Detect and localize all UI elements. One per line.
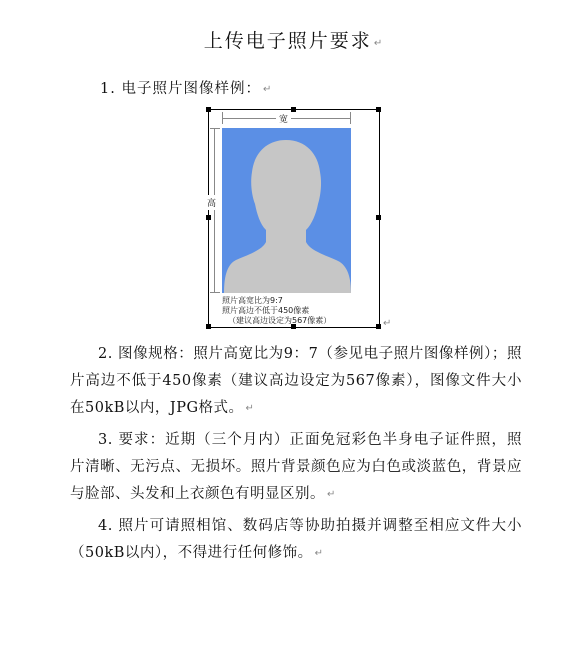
paragraph-mark-icon: ↵ [383,318,392,329]
resize-handle-middle-left[interactable] [206,215,211,220]
note-recommended-height: （建议高边设定为567像素） [228,316,332,325]
paragraph-mark-icon: ↵ [373,38,385,49]
resize-handle-top-left[interactable] [206,107,211,112]
note-min-height: 照片高边不低于450像素 [222,306,310,315]
paragraph-mark-icon: ↵ [327,489,336,500]
page-title: 上传电子照片要求 ↵ [203,30,385,52]
item-2-paragraph: 2. 图像规格：照片高宽比为9：7（参见电子照片图像样例）；照片高边不低于450像素（建议高边设定为567像素），图像文件大小在50kB以内，JPG格式。 ↵ [70,346,522,416]
note-ratio: 照片高宽比为9:7 [222,296,283,305]
resize-handle-bottom-left[interactable] [206,324,211,329]
resize-handle-top-right[interactable] [376,107,381,112]
item-1-heading: 1. 电子照片图像样例： ↵ [100,81,273,97]
height-dimension-tick [210,292,220,293]
photo-requirements-notes [222,296,331,326]
height-label: 高 [207,195,216,210]
sample-photo [222,128,351,293]
paragraph-mark-icon: ↵ [262,84,273,95]
paragraph-mark-icon: ↵ [314,548,324,559]
width-label: 宽 [276,112,291,125]
item-3-paragraph: 3. 要求：近期（三个月内）正面免冠彩色半身电子证件照，照片清晰、无污点、无损坏。照片背景颜色应为白色或淡蓝色，背景应与脸部、头发和上衣颜色有明显区别。 ↵ [70,432,522,502]
item-4-paragraph: 4. 照片可请照相馆、数码店等协助拍摄并调整至相应文件大小（50kB以内），不得进行任何修饰。 ↵ [70,518,522,561]
resize-handle-middle-right[interactable] [376,215,381,220]
resize-handle-top-middle[interactable] [291,107,296,112]
height-dimension-line [214,128,215,293]
paragraph-mark-icon: ↵ [245,403,255,414]
width-dimension-tick [350,112,351,124]
resize-handle-bottom-right[interactable] [376,324,381,329]
height-dimension-tick [210,128,220,129]
person-silhouette-icon [222,128,351,293]
width-dimension-tick [222,112,223,124]
